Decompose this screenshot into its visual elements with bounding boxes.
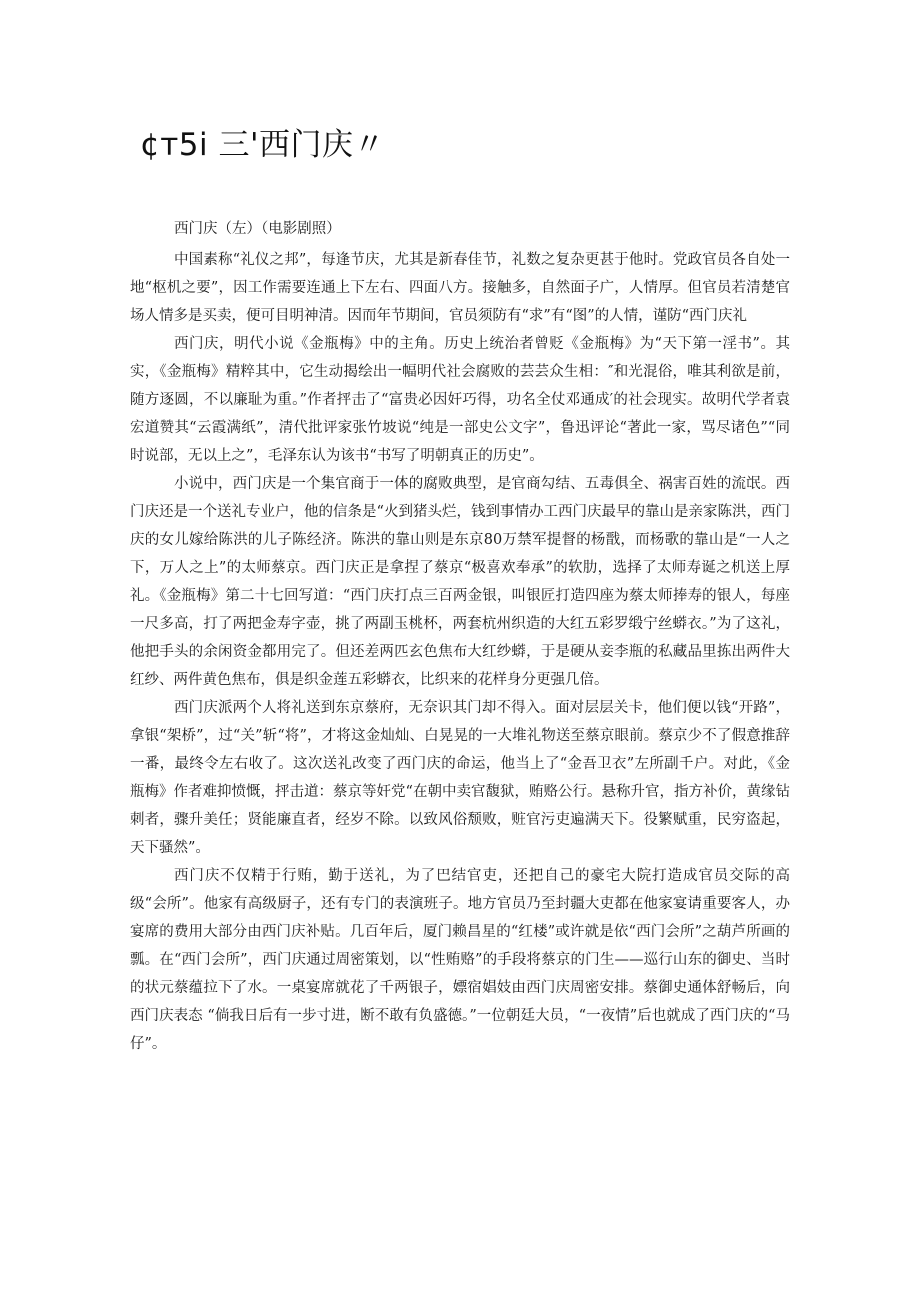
- paragraph: 西门庆，明代小说《金瓶梅》中的主角。历史上统治者曾贬《金瓶梅》为“天下第一淫书”。其实，《金瓶梅》精粹其中，它生动揭绘出一幅明代社会腐败的芸芸众生相：″和光混俗，唯其利欲是前，随方逐圆，不以廉耻为重。”作者抨击了“富贵必因奸巧得，功名全仗邓通成′的社会现实。故明代学者袁宏道赞其“云霞满纸”，清代批评家张竹坡说“纯是一部史公文字”，鲁迅评论“著此一家，骂尽诸色”“同时说部，无以上之”，毛泽东认为该书“书写了明朝真正的历史”。: [130, 336, 790, 464]
- image-caption: 西门庆（左）（电影剧照）: [174, 221, 341, 237]
- document-body: [130, 216, 790, 1058]
- paragraph: 中国素称“礼仪之邦”，每逢节庆，尤其是新春佳节，礼数之复杂更甚于他时。党政官员各自处一地“枢机之要”，因工作需要连通上下左右、四面八方。接触多，自然面子广，人情厚。但官员若清楚官场人情多是买卖，便可目明神清。因而年节期间，官员须防有“求”有“图”的人情，谨防“西门庆礼: [130, 252, 790, 324]
- paragraph: 西门庆派两个人将礼送到东京蔡府，无奈识其门却不得入。面对层层关卡，他们便以钱“开路”，拿银“架桥”，过“关”斩“将”，才将这金灿灿、白晃晃的一大堆礼物送至蔡京眼前。蔡京少不了假意推辞一番，最终令左右收了。这次送礼改变了西门庆的命运，他当上了“金吾卫衣”左所副千户。对此，《金瓶梅》作者难抑愤慨，抨击道：蔡京等奸党“在朝中卖官馥狱，贿赂公行。悬称升官，指方补价，黄缘钻刺者，骤升美任；贤能廉直者，经岁不除。以致风俗颓败，赃官污吏遍满天下。役繁赋重，民穷盗起，天下骚然”。: [130, 700, 790, 856]
- document-title: ¢т5i 三'西门庆〃: [140, 127, 385, 163]
- paragraph: 西门庆不仅精于行贿，勤于送礼，为了巴结官吏，还把自己的豪宅大院打造成官员交际的高级“会所”。他家有高级厨子，还有专门的表演班子。地方官员乃至封疆大吏都在他家宴请重要客人，办宴席的费用大部分由西门庆补贴。几百年后，厦门赖昌星的“红楼”或许就是依“西门会所”之葫芦所画的瓢。在“西门会所”，西门庆通过周密策划，以“性贿赂”的手段将蔡京的门生——巡行山东的御史、当时的状元蔡蕴拉下了水。一桌宴席就花了千两银子，嫖宿娼妓由西门庆周密安排。蔡御史通体舒畅后，向西门庆表态 “倘我日后有一步寸进，断不敢有负盛德。”一位朝廷大员，“一夜情”后也就成了西门庆的“马仔”。: [130, 868, 790, 1052]
- paragraph: 小说中，西门庆是一个集官商于一体的腐败典型，是官商勾结、五毒俱全、祸害百姓的流氓。西门庆还是一个送礼专业户，他的信条是“火到猪头烂，钱到事情办工西门庆最早的靠山是亲家陈洪，西门庆的女儿嫁给陈洪的儿子陈经济。陈洪的靠山则是东京80万禁军提督的杨戬，而杨歌的靠山是“一人之下，万人之上”的太师蔡京。西门庆正是拿捏了蔡京“极喜欢奉承”的软肋，选择了太师寿诞之机送上厚礼。《金瓶梅》第二十七回写道：“西门庆打点三百两金银，叫银匠打造四座为蔡太师捧寿的银人，每座一尺多高，打了两把金寿字壶，挑了两副玉桃杯，两套杭州织造的大红五彩罗缎宁丝蟒衣。”为了这礼，他把手头的余闲资金都用完了。但还差两匹玄色焦布大红纱蟒，于是硬从妾李瓶的私藏品里拣出两件大红纱、两件黄色焦布，俱是织金莲五彩蟒衣，比织来的花样身分更强几倍。: [130, 476, 790, 688]
